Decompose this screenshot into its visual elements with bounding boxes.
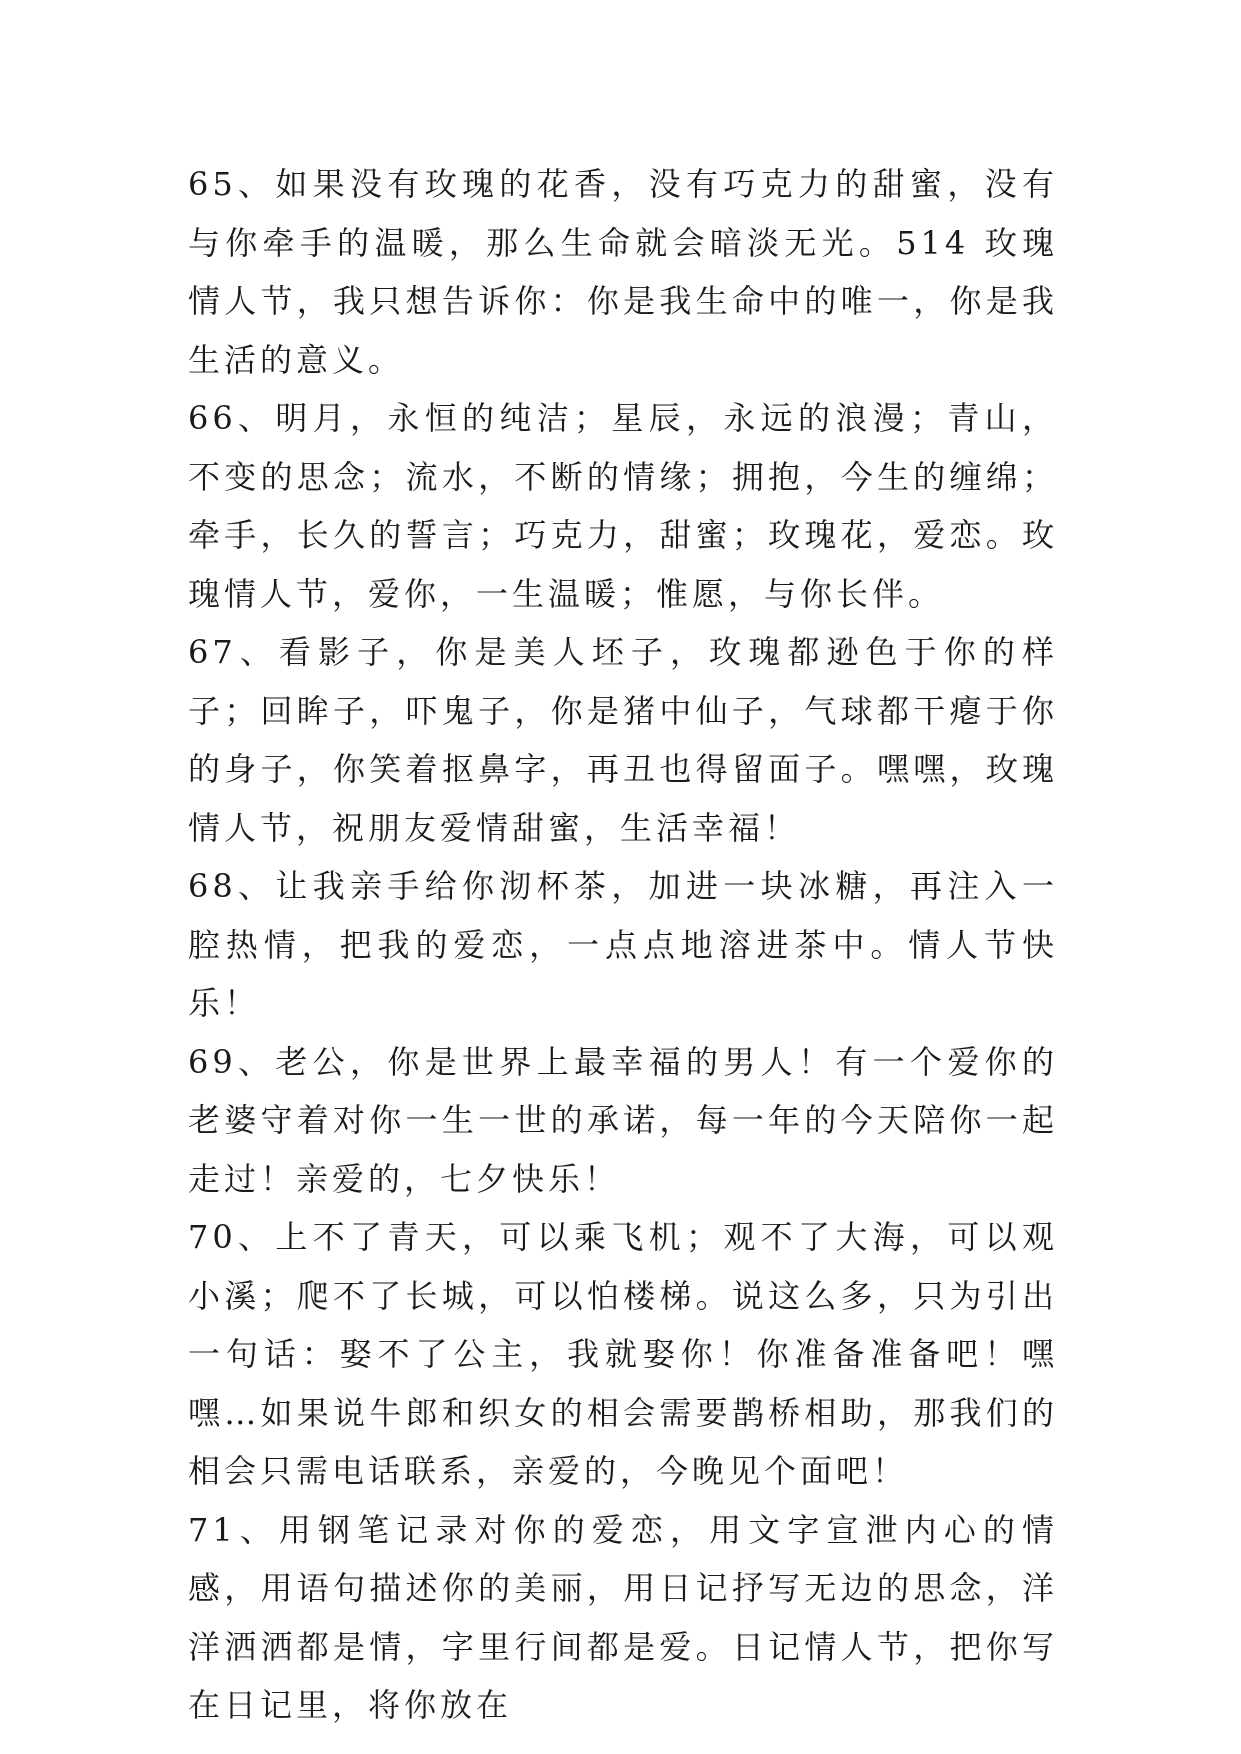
paragraph-71: 71、用钢笔记录对你的爱恋，用文字宣泄内心的情感，用语句描述你的美丽，用日记抒写无边的思念，洋洋洒洒都是情，字里行间都是爱。日记情人节，把你写在日记里，将你放在 [188,1510,1058,1724]
paragraph-66: 66、明月，永恒的纯洁；星辰，永远的浪漫；青山，不变的思念；流水，不断的情缘；拥抱，今生的缠绵；牵手，长久的誓言；巧克力，甜蜜；玫瑰花，爱恋。玫瑰情人节，爱你，一生温暖；惟愿，与你长伴。 [188,399,1058,613]
paragraph-70: 70、上不了青天，可以乘飞机；观不了大海，可以观小溪；爬不了长城，可以怕楼梯。说这么多，只为引出一句话：娶不了公主，我就娶你！你准备准备吧！嘿嘿…如果说牛郎和织女的相会需要鹊桥相助，那我们的相会只需电话联系，亲爱的，今晚见个面吧！ [188,1218,1058,1490]
paragraph-68: 68、让我亲手给你沏杯茶，加进一块冰糖，再注入一腔热情，把我的爱恋，一点点地溶进茶中。情人节快乐！ [188,867,1058,1022]
paragraph-67: 67、看影子，你是美人坯子，玫瑰都逊色于你的样子；回眸子，吓鬼子，你是猪中仙子，气球都干瘪于你的身子，你笑着抠鼻字，再丑也得留面子。嘿嘿，玫瑰情人节，祝朋友爱情甜蜜，生活幸福！ [188,633,1058,847]
paragraph-69: 69、老公，你是世界上最幸福的男人！有一个爱你的老婆守着对你一生一世的承诺，每一年的今天陪你一起走过！亲爱的，七夕快乐！ [188,1042,1058,1198]
document-page [188,155,1058,1735]
paragraph-65: 65、如果没有玫瑰的花香，没有巧克力的甜蜜，没有与你牵手的温暖，那么生命就会暗淡无光。514 玫瑰情人节，我只想告诉你：你是我生命中的唯一，你是我生活的意义。 [188,165,1058,379]
